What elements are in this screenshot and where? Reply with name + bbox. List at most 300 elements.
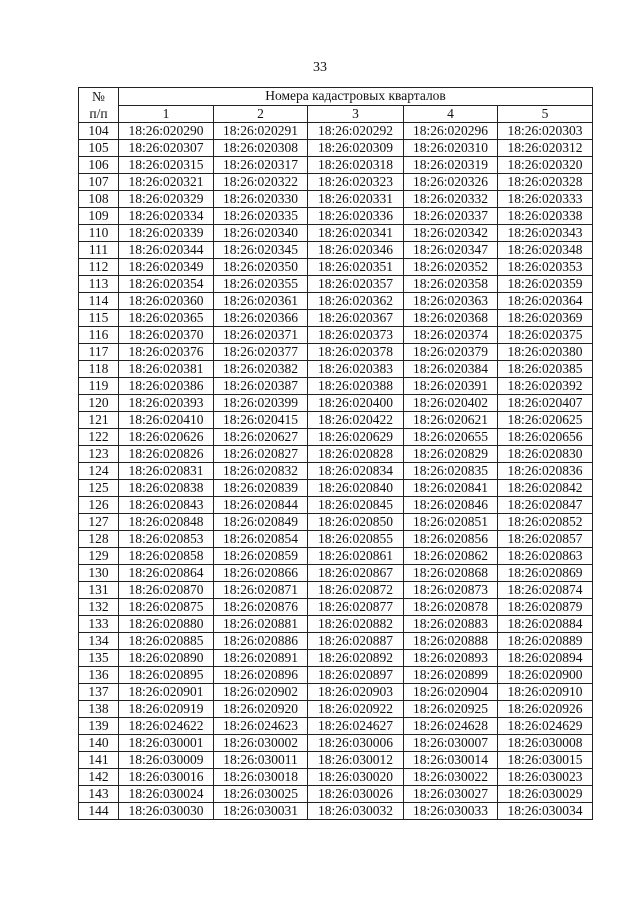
cadastral-number-cell: 18:26:020334 (119, 208, 214, 225)
cadastral-number-cell: 18:26:020315 (119, 157, 214, 174)
cadastral-number-cell: 18:26:020343 (498, 225, 593, 242)
cadastral-number-cell: 18:26:020626 (119, 429, 214, 446)
table-row (79, 310, 593, 327)
table-row (79, 208, 593, 225)
cadastral-number-cell: 18:26:020891 (214, 650, 308, 667)
cadastral-number-cell: 18:26:020839 (214, 480, 308, 497)
table-row (79, 718, 593, 735)
cadastral-number-cell: 18:26:020318 (308, 157, 404, 174)
cadastral-number-cell: 18:26:020379 (404, 344, 498, 361)
row-number-cell: 119 (79, 378, 119, 395)
cadastral-number-cell: 18:26:020886 (214, 633, 308, 650)
row-number-cell: 134 (79, 633, 119, 650)
cadastral-number-cell: 18:26:020366 (214, 310, 308, 327)
table-row (79, 395, 593, 412)
row-number-cell: 115 (79, 310, 119, 327)
cadastral-number-cell: 18:26:020838 (119, 480, 214, 497)
table-row (79, 259, 593, 276)
row-number-cell: 107 (79, 174, 119, 191)
page-number: 33 (313, 60, 327, 75)
cadastral-number-cell: 18:26:020847 (498, 497, 593, 514)
cadastral-number-cell: 18:26:030016 (119, 769, 214, 786)
cadastral-number-cell: 18:26:020910 (498, 684, 593, 701)
cadastral-number-cell: 18:26:020895 (119, 667, 214, 684)
cadastral-number-cell: 18:26:020857 (498, 531, 593, 548)
table-body (79, 123, 593, 820)
cadastral-number-cell: 18:26:020362 (308, 293, 404, 310)
table-row (79, 497, 593, 514)
table-row (79, 531, 593, 548)
cadastral-number-cell: 18:26:020869 (498, 565, 593, 582)
cadastral-number-cell: 18:26:024622 (119, 718, 214, 735)
row-number-cell: 110 (79, 225, 119, 242)
cadastral-number-cell: 18:26:020884 (498, 616, 593, 633)
cadastral-number-cell: 18:26:020303 (498, 123, 593, 140)
column-number-header: 5 (498, 105, 593, 123)
cadastral-number-cell: 18:26:020868 (404, 565, 498, 582)
cadastral-number-cell: 18:26:020332 (404, 191, 498, 208)
cadastral-number-cell: 18:26:020850 (308, 514, 404, 531)
cadastral-number-cell: 18:26:020407 (498, 395, 593, 412)
cadastral-number-cell: 18:26:020901 (119, 684, 214, 701)
table-row (79, 327, 593, 344)
cadastral-number-cell: 18:26:020899 (404, 667, 498, 684)
table-row (79, 276, 593, 293)
cadastral-number-cell: 18:26:020336 (308, 208, 404, 225)
cadastral-number-cell: 18:26:020365 (119, 310, 214, 327)
row-number-cell: 125 (79, 480, 119, 497)
table-row (79, 412, 593, 429)
cadastral-number-cell: 18:26:020319 (404, 157, 498, 174)
cadastral-number-cell: 18:26:020385 (498, 361, 593, 378)
cadastral-number-cell: 18:26:020889 (498, 633, 593, 650)
cadastral-number-cell: 18:26:020903 (308, 684, 404, 701)
cadastral-number-cell: 18:26:030026 (308, 786, 404, 803)
cadastral-number-cell: 18:26:020845 (308, 497, 404, 514)
row-number-cell: 121 (79, 412, 119, 429)
row-number-cell: 122 (79, 429, 119, 446)
cadastral-number-cell: 18:26:020360 (119, 293, 214, 310)
cadastral-number-cell: 18:26:020328 (498, 174, 593, 191)
cadastral-number-cell: 18:26:020333 (498, 191, 593, 208)
row-number-cell: 133 (79, 616, 119, 633)
cadastral-number-cell: 18:26:020826 (119, 446, 214, 463)
cadastral-number-cell: 18:26:020339 (119, 225, 214, 242)
cadastral-number-cell: 18:26:020350 (214, 259, 308, 276)
cadastral-number-cell: 18:26:020829 (404, 446, 498, 463)
cadastral-number-cell: 18:26:020291 (214, 123, 308, 140)
cadastral-number-cell: 18:26:030032 (308, 803, 404, 820)
cadastral-number-cell: 18:26:020363 (404, 293, 498, 310)
table-row (79, 582, 593, 599)
table-row (79, 480, 593, 497)
table-row (79, 123, 593, 140)
cadastral-number-cell: 18:26:020879 (498, 599, 593, 616)
cadastral-number-cell: 18:26:030015 (498, 752, 593, 769)
cadastral-number-cell: 18:26:020358 (404, 276, 498, 293)
row-number-cell: 113 (79, 276, 119, 293)
cadastral-number-cell: 18:26:020359 (498, 276, 593, 293)
cadastral-number-cell: 18:26:030008 (498, 735, 593, 752)
cadastral-number-cell: 18:26:020863 (498, 548, 593, 565)
row-number-cell: 142 (79, 769, 119, 786)
cadastral-number-cell: 18:26:020329 (119, 191, 214, 208)
cadastral-number-cell: 18:26:030033 (404, 803, 498, 820)
cadastral-number-cell: 18:26:020321 (119, 174, 214, 191)
row-number-cell: 106 (79, 157, 119, 174)
cadastral-number-cell: 18:26:020378 (308, 344, 404, 361)
table-row (79, 242, 593, 259)
row-number-cell: 126 (79, 497, 119, 514)
cadastral-number-cell: 18:26:024627 (308, 718, 404, 735)
cadastral-number-cell: 18:26:020296 (404, 123, 498, 140)
cadastral-number-cell: 18:26:020881 (214, 616, 308, 633)
row-number-cell: 140 (79, 735, 119, 752)
table-row (79, 684, 593, 701)
row-number-cell: 130 (79, 565, 119, 582)
cadastral-number-cell: 18:26:020848 (119, 514, 214, 531)
table-row (79, 378, 593, 395)
number-column-header (79, 88, 119, 123)
cadastral-number-cell: 18:26:020852 (498, 514, 593, 531)
cadastral-number-cell: 18:26:030030 (119, 803, 214, 820)
cadastral-number-cell: 18:26:020346 (308, 242, 404, 259)
cadastral-number-cell: 18:26:020873 (404, 582, 498, 599)
cadastral-quarters-table (78, 87, 593, 820)
cadastral-number-cell: 18:26:030024 (119, 786, 214, 803)
cadastral-number-cell: 18:26:020345 (214, 242, 308, 259)
row-number-cell: 144 (79, 803, 119, 820)
header-row-1 (79, 88, 593, 106)
cadastral-number-cell: 18:26:020347 (404, 242, 498, 259)
cadastral-number-cell: 18:26:020377 (214, 344, 308, 361)
table-row (79, 225, 593, 242)
row-number-cell: 112 (79, 259, 119, 276)
cadastral-number-cell: 18:26:020342 (404, 225, 498, 242)
cadastral-number-cell: 18:26:020854 (214, 531, 308, 548)
column-number-header: 4 (404, 105, 498, 123)
cadastral-number-cell: 18:26:020308 (214, 140, 308, 157)
table-row (79, 446, 593, 463)
cadastral-number-cell: 18:26:020862 (404, 548, 498, 565)
cadastral-number-cell: 18:26:020887 (308, 633, 404, 650)
row-number-cell: 137 (79, 684, 119, 701)
cadastral-number-cell: 18:26:020382 (214, 361, 308, 378)
cadastral-number-cell: 18:26:020885 (119, 633, 214, 650)
number-header-line1: № (92, 89, 105, 104)
cadastral-number-cell: 18:26:030025 (214, 786, 308, 803)
cadastral-number-cell: 18:26:020627 (214, 429, 308, 446)
cadastral-number-cell: 18:26:020410 (119, 412, 214, 429)
cadastral-number-cell: 18:26:020655 (404, 429, 498, 446)
cadastral-number-cell: 18:26:020337 (404, 208, 498, 225)
cadastral-number-cell: 18:26:020846 (404, 497, 498, 514)
cadastral-number-cell: 18:26:020859 (214, 548, 308, 565)
table-row (79, 786, 593, 803)
cadastral-number-cell: 18:26:020831 (119, 463, 214, 480)
cadastral-number-cell: 18:26:020380 (498, 344, 593, 361)
cadastral-number-cell: 18:26:020352 (404, 259, 498, 276)
cadastral-number-cell: 18:26:020894 (498, 650, 593, 667)
cadastral-number-cell: 18:26:020309 (308, 140, 404, 157)
cadastral-number-cell: 18:26:020629 (308, 429, 404, 446)
cadastral-number-cell: 18:26:020834 (308, 463, 404, 480)
row-number-cell: 135 (79, 650, 119, 667)
row-number-cell: 136 (79, 667, 119, 684)
cadastral-number-cell: 18:26:030031 (214, 803, 308, 820)
table-row (79, 361, 593, 378)
cadastral-number-cell: 18:26:020880 (119, 616, 214, 633)
cadastral-number-cell: 18:26:020832 (214, 463, 308, 480)
cadastral-number-cell: 18:26:020355 (214, 276, 308, 293)
cadastral-number-cell: 18:26:020890 (119, 650, 214, 667)
cadastral-number-cell: 18:26:020290 (119, 123, 214, 140)
cadastral-number-cell: 18:26:020367 (308, 310, 404, 327)
table-row (79, 650, 593, 667)
cadastral-number-cell: 18:26:020371 (214, 327, 308, 344)
cadastral-number-cell: 18:26:020883 (404, 616, 498, 633)
cadastral-number-cell: 18:26:020368 (404, 310, 498, 327)
cadastral-number-cell: 18:26:020320 (498, 157, 593, 174)
cadastral-number-cell: 18:26:020373 (308, 327, 404, 344)
cadastral-number-cell: 18:26:020864 (119, 565, 214, 582)
cadastral-number-cell: 18:26:024629 (498, 718, 593, 735)
cadastral-number-cell: 18:26:020322 (214, 174, 308, 191)
cadastral-number-cell: 18:26:020922 (308, 701, 404, 718)
cadastral-number-cell: 18:26:020399 (214, 395, 308, 412)
cadastral-number-cell: 18:26:030001 (119, 735, 214, 752)
cadastral-number-cell: 18:26:020842 (498, 480, 593, 497)
cadastral-number-cell: 18:26:020867 (308, 565, 404, 582)
cadastral-number-cell: 18:26:020870 (119, 582, 214, 599)
cadastral-number-cell: 18:26:020877 (308, 599, 404, 616)
cadastral-number-cell: 18:26:020376 (119, 344, 214, 361)
cadastral-number-cell: 18:26:030014 (404, 752, 498, 769)
row-number-cell: 129 (79, 548, 119, 565)
cadastral-number-cell: 18:26:030022 (404, 769, 498, 786)
column-number-header: 2 (214, 105, 308, 123)
cadastral-number-cell: 18:26:020351 (308, 259, 404, 276)
row-number-cell: 124 (79, 463, 119, 480)
cadastral-number-cell: 18:26:030034 (498, 803, 593, 820)
row-number-cell: 108 (79, 191, 119, 208)
table-row (79, 548, 593, 565)
cadastral-number-cell: 18:26:020349 (119, 259, 214, 276)
table-row (79, 514, 593, 531)
cadastral-number-cell: 18:26:020326 (404, 174, 498, 191)
cadastral-number-cell: 18:26:020331 (308, 191, 404, 208)
cadastral-number-cell: 18:26:030020 (308, 769, 404, 786)
table-row (79, 616, 593, 633)
cadastral-number-cell: 18:26:020900 (498, 667, 593, 684)
cadastral-number-cell: 18:26:020926 (498, 701, 593, 718)
cadastral-number-cell: 18:26:020621 (404, 412, 498, 429)
cadastral-number-cell: 18:26:020317 (214, 157, 308, 174)
cadastral-number-cell: 18:26:020920 (214, 701, 308, 718)
row-number-cell: 123 (79, 446, 119, 463)
cadastral-number-cell: 18:26:020383 (308, 361, 404, 378)
row-number-cell: 118 (79, 361, 119, 378)
table-row (79, 463, 593, 480)
row-number-cell: 116 (79, 327, 119, 344)
cadastral-number-cell: 18:26:030012 (308, 752, 404, 769)
cadastral-number-cell: 18:26:020925 (404, 701, 498, 718)
cadastral-number-cell: 18:26:020830 (498, 446, 593, 463)
row-number-cell: 143 (79, 786, 119, 803)
row-number-cell: 138 (79, 701, 119, 718)
cadastral-number-cell: 18:26:020307 (119, 140, 214, 157)
cadastral-number-cell: 18:26:020853 (119, 531, 214, 548)
cadastral-number-cell: 18:26:020835 (404, 463, 498, 480)
cadastral-number-cell: 18:26:020344 (119, 242, 214, 259)
table-row (79, 344, 593, 361)
cadastral-number-cell: 18:26:020904 (404, 684, 498, 701)
cadastral-number-cell: 18:26:020866 (214, 565, 308, 582)
cadastral-number-cell: 18:26:020415 (214, 412, 308, 429)
cadastral-number-cell: 18:26:030023 (498, 769, 593, 786)
cadastral-number-cell: 18:26:020893 (404, 650, 498, 667)
cadastral-number-cell: 18:26:020370 (119, 327, 214, 344)
table-row (79, 701, 593, 718)
cadastral-number-cell: 18:26:020323 (308, 174, 404, 191)
cadastral-number-cell: 18:26:020902 (214, 684, 308, 701)
row-number-cell: 139 (79, 718, 119, 735)
cadastral-number-cell: 18:26:020392 (498, 378, 593, 395)
cadastral-number-cell: 18:26:020375 (498, 327, 593, 344)
cadastral-number-cell: 18:26:020357 (308, 276, 404, 293)
cadastral-number-cell: 18:26:020844 (214, 497, 308, 514)
table-row (79, 735, 593, 752)
row-number-cell: 117 (79, 344, 119, 361)
cadastral-number-cell: 18:26:020882 (308, 616, 404, 633)
cadastral-number-cell: 18:26:020840 (308, 480, 404, 497)
cadastral-number-cell: 18:26:020348 (498, 242, 593, 259)
cadastral-number-cell: 18:26:024628 (404, 718, 498, 735)
cadastral-number-cell: 18:26:020330 (214, 191, 308, 208)
table-row (79, 769, 593, 786)
row-number-cell: 120 (79, 395, 119, 412)
cadastral-number-cell: 18:26:020843 (119, 497, 214, 514)
cadastral-number-cell: 18:26:020858 (119, 548, 214, 565)
cadastral-number-cell: 18:26:020836 (498, 463, 593, 480)
cadastral-number-cell: 18:26:020361 (214, 293, 308, 310)
cadastral-number-cell: 18:26:020897 (308, 667, 404, 684)
cadastral-number-cell: 18:26:030009 (119, 752, 214, 769)
cadastral-number-cell: 18:26:020340 (214, 225, 308, 242)
cadastral-number-cell: 18:26:020353 (498, 259, 593, 276)
cadastral-number-cell: 18:26:020841 (404, 480, 498, 497)
cadastral-number-cell: 18:26:020292 (308, 123, 404, 140)
table-row (79, 565, 593, 582)
cadastral-number-cell: 18:26:024623 (214, 718, 308, 735)
row-number-cell: 105 (79, 140, 119, 157)
cadastral-number-cell: 18:26:020871 (214, 582, 308, 599)
row-number-cell: 127 (79, 514, 119, 531)
cadastral-number-cell: 18:26:020335 (214, 208, 308, 225)
table-row (79, 191, 593, 208)
cadastral-number-cell: 18:26:020386 (119, 378, 214, 395)
cadastral-number-cell: 18:26:020393 (119, 395, 214, 412)
row-number-cell: 131 (79, 582, 119, 599)
cadastral-number-cell: 18:26:020338 (498, 208, 593, 225)
table-row (79, 140, 593, 157)
cadastral-number-cell: 18:26:030011 (214, 752, 308, 769)
cadastral-number-cell: 18:26:020400 (308, 395, 404, 412)
cadastral-number-cell: 18:26:020875 (119, 599, 214, 616)
table-row (79, 752, 593, 769)
cadastral-number-cell: 18:26:030002 (214, 735, 308, 752)
table-row (79, 667, 593, 684)
group-header: Номера кадастровых кварталов (119, 88, 593, 106)
cadastral-number-cell: 18:26:020861 (308, 548, 404, 565)
cadastral-number-cell: 18:26:030018 (214, 769, 308, 786)
row-number-cell: 104 (79, 123, 119, 140)
table-row (79, 174, 593, 191)
table-row (79, 633, 593, 650)
cadastral-number-cell: 18:26:020381 (119, 361, 214, 378)
cadastral-number-cell: 18:26:020827 (214, 446, 308, 463)
cadastral-number-cell: 18:26:020878 (404, 599, 498, 616)
cadastral-number-cell: 18:26:020312 (498, 140, 593, 157)
cadastral-number-cell: 18:26:020384 (404, 361, 498, 378)
cadastral-number-cell: 18:26:020849 (214, 514, 308, 531)
table-row (79, 599, 593, 616)
cadastral-number-cell: 18:26:020369 (498, 310, 593, 327)
row-number-cell: 109 (79, 208, 119, 225)
table-row (79, 429, 593, 446)
cadastral-number-cell: 18:26:020874 (498, 582, 593, 599)
cadastral-number-cell: 18:26:020391 (404, 378, 498, 395)
cadastral-number-cell: 18:26:020828 (308, 446, 404, 463)
row-number-cell: 141 (79, 752, 119, 769)
column-number-header: 1 (119, 105, 214, 123)
cadastral-number-cell: 18:26:020354 (119, 276, 214, 293)
column-number-header: 3 (308, 105, 404, 123)
cadastral-number-cell: 18:26:020387 (214, 378, 308, 395)
cadastral-number-cell: 18:26:020310 (404, 140, 498, 157)
cadastral-number-cell: 18:26:020856 (404, 531, 498, 548)
cadastral-number-cell: 18:26:030007 (404, 735, 498, 752)
cadastral-number-cell: 18:26:030006 (308, 735, 404, 752)
cadastral-number-cell: 18:26:020855 (308, 531, 404, 548)
cadastral-number-cell: 18:26:020388 (308, 378, 404, 395)
row-number-cell: 114 (79, 293, 119, 310)
cadastral-number-cell: 18:26:020341 (308, 225, 404, 242)
cadastral-number-cell: 18:26:030029 (498, 786, 593, 803)
cadastral-number-cell: 18:26:020896 (214, 667, 308, 684)
cadastral-number-cell: 18:26:020402 (404, 395, 498, 412)
cadastral-number-cell: 18:26:030027 (404, 786, 498, 803)
row-number-cell: 128 (79, 531, 119, 548)
cadastral-number-cell: 18:26:020374 (404, 327, 498, 344)
cadastral-number-cell: 18:26:020876 (214, 599, 308, 616)
table-row (79, 293, 593, 310)
cadastral-number-cell: 18:26:020851 (404, 514, 498, 531)
cadastral-number-cell: 18:26:020656 (498, 429, 593, 446)
cadastral-number-cell: 18:26:020872 (308, 582, 404, 599)
table-row (79, 157, 593, 174)
cadastral-number-cell: 18:26:020892 (308, 650, 404, 667)
cadastral-number-cell: 18:26:020919 (119, 701, 214, 718)
table-row (79, 803, 593, 820)
header-row-2 (79, 105, 593, 123)
cadastral-number-cell: 18:26:020625 (498, 412, 593, 429)
row-number-cell: 111 (79, 242, 119, 259)
row-number-cell: 132 (79, 599, 119, 616)
cadastral-number-cell: 18:26:020364 (498, 293, 593, 310)
cadastral-number-cell: 18:26:020888 (404, 633, 498, 650)
cadastral-number-cell: 18:26:020422 (308, 412, 404, 429)
